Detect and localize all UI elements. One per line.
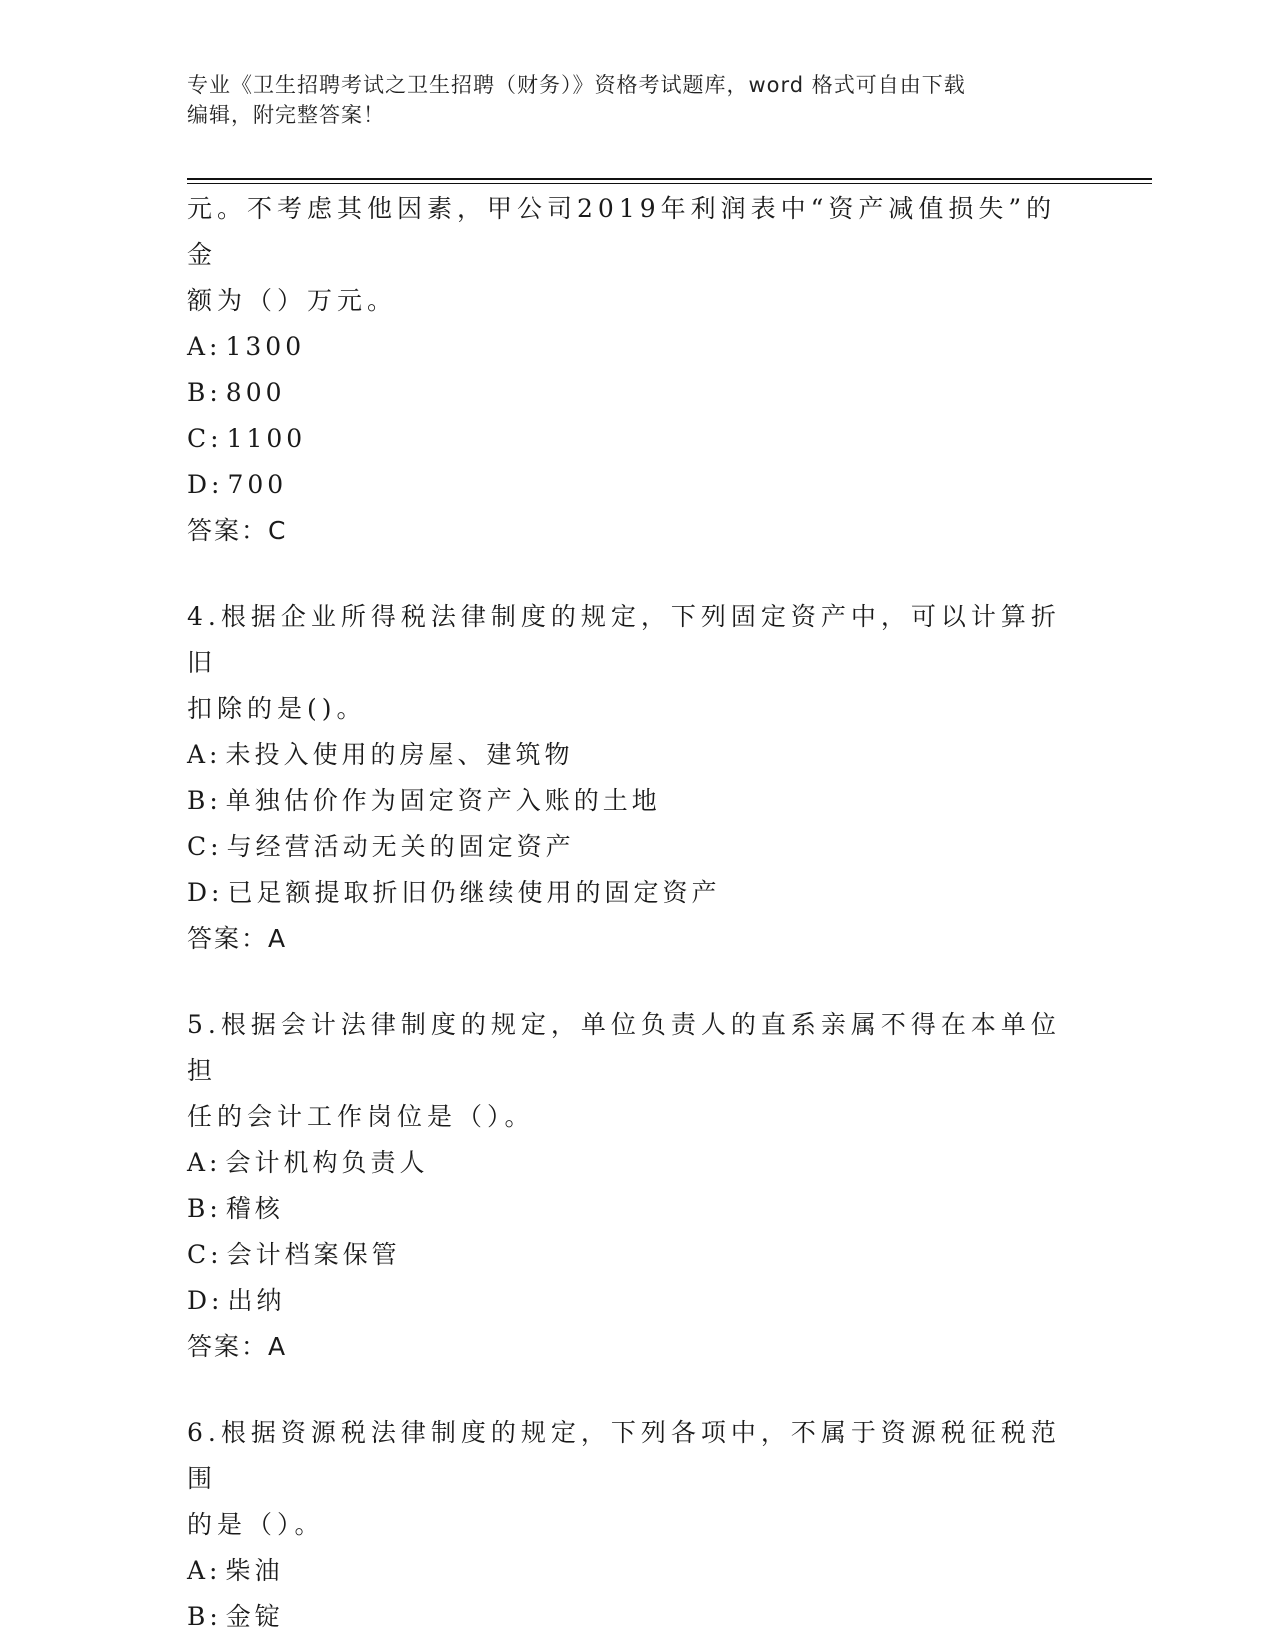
answer-line: 答案：C	[187, 516, 288, 545]
option-letter: D:	[187, 878, 224, 907]
header-line-2: 编辑，附完整答案！	[187, 103, 385, 127]
question-list	[187, 186, 1067, 1640]
option-letter: D:	[187, 1286, 224, 1315]
option-c	[187, 416, 1067, 462]
question-text-line: 任的会计工作岗位是（）。	[187, 1102, 535, 1131]
option-a	[187, 324, 1067, 370]
option-letter: B:	[187, 1602, 222, 1631]
option-letter: C:	[187, 1240, 223, 1269]
option-letter: B:	[187, 786, 222, 815]
document-header	[187, 70, 1087, 130]
option-text: 与经营活动无关的固定资产	[226, 832, 575, 861]
option-d	[187, 870, 1067, 916]
option-letter: B:	[187, 1194, 222, 1223]
header-rule-thick	[187, 178, 1152, 180]
option-a	[187, 1140, 1067, 1186]
option-b	[187, 778, 1067, 824]
option-letter: C:	[187, 832, 223, 861]
question-text-line: 6.根据资源税法律制度的规定，下列各项中，不属于资源税征税范围	[187, 1418, 1061, 1493]
header-line-1: 专业《卫生招聘考试之卫生招聘（财务）》资格考试题库，word 格式可自由下载	[187, 73, 966, 97]
option-text: 未投入使用的房屋、建筑物	[225, 740, 574, 769]
answer-line: 答案：A	[187, 924, 288, 953]
option-text: 单独估价作为固定资产入账的土地	[225, 786, 661, 815]
option-text: 会计机构负责人	[225, 1148, 429, 1177]
option-c	[187, 824, 1067, 870]
header-rule-thin	[187, 183, 1152, 184]
option-letter: A:	[187, 740, 222, 769]
question-block	[187, 1002, 1067, 1370]
option-text: 已足额提取折旧仍继续使用的固定资产	[227, 878, 721, 907]
question-text-line: 4.根据企业所得税法律制度的规定，下列固定资产中，可以计算折旧	[187, 602, 1061, 677]
option-d	[187, 1278, 1067, 1324]
question-block	[187, 186, 1067, 554]
option-text: 柴油	[225, 1556, 284, 1585]
option-text: 金锭	[225, 1602, 284, 1631]
option-b	[187, 370, 1067, 416]
question-block	[187, 1410, 1067, 1640]
option-text: 800	[225, 378, 286, 407]
question-text-line: 扣除的是()。	[187, 694, 367, 723]
option-b	[187, 1594, 1067, 1640]
option-letter: A:	[187, 332, 222, 361]
option-letter: D:	[187, 470, 224, 499]
option-a	[187, 1548, 1067, 1594]
question-text-line: 元。不考虑其他因素，甲公司2019年利润表中“资产减值损失”的金	[187, 194, 1057, 269]
option-letter: C:	[187, 424, 223, 453]
answer-line: 答案：A	[187, 1332, 288, 1361]
option-text: 700	[227, 470, 288, 499]
option-c	[187, 1232, 1067, 1278]
question-block	[187, 594, 1067, 962]
option-letter: A:	[187, 1556, 222, 1585]
option-d	[187, 462, 1067, 508]
option-text: 1300	[225, 332, 306, 361]
option-text: 出纳	[227, 1286, 286, 1315]
question-text-line: 的是（）。	[187, 1510, 325, 1539]
option-text: 1100	[226, 424, 307, 453]
option-letter: A:	[187, 1148, 222, 1177]
option-letter: B:	[187, 378, 222, 407]
option-b	[187, 1186, 1067, 1232]
question-text-line: 额为（）万元。	[187, 286, 398, 315]
question-text-line: 5.根据会计法律制度的规定，单位负责人的直系亲属不得在本单位担	[187, 1010, 1061, 1085]
option-a	[187, 732, 1067, 778]
option-text: 稽核	[225, 1194, 284, 1223]
option-text: 会计档案保管	[226, 1240, 401, 1269]
